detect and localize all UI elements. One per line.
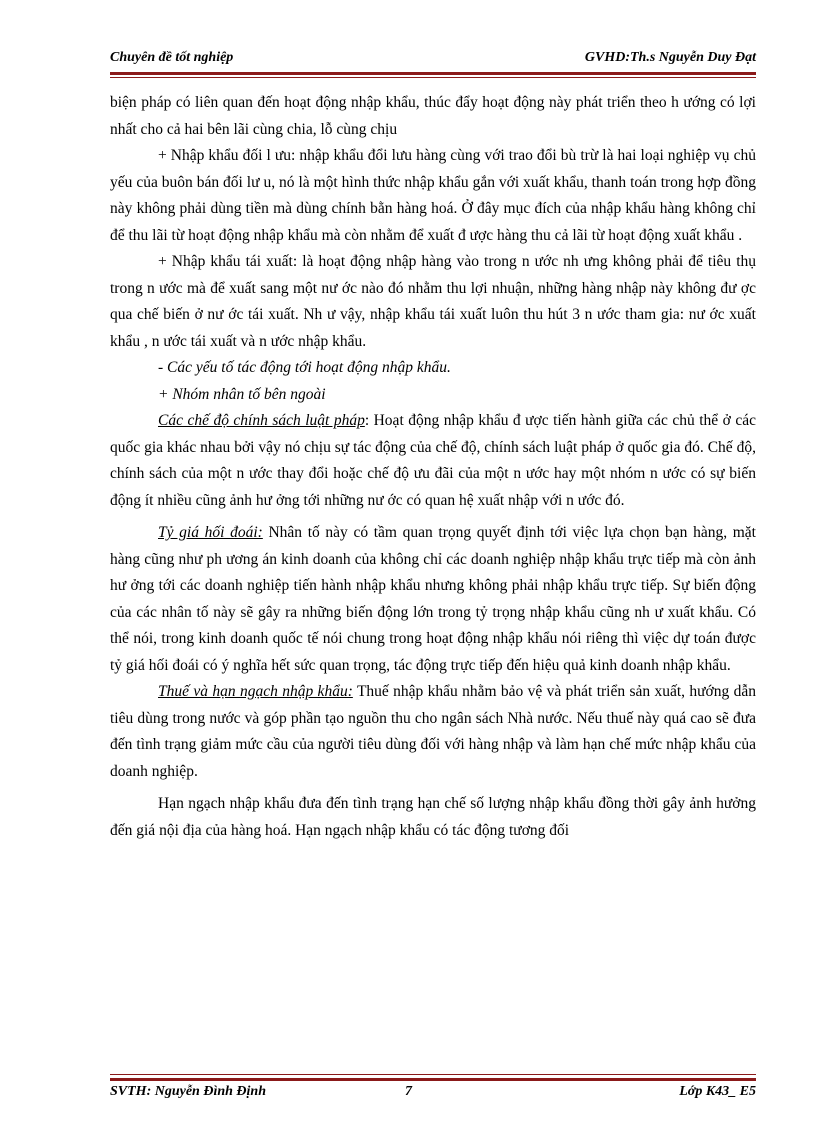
paragraph-tax-quota-text: Thuế nhập khẩu nhằm bảo vệ và phát triển sản xuất, hướng dẫn tiêu dùng trong nước và góp phần tạo nguồn thu cho ngân sách Nhà nước. Nếu thuế này quá cao sẽ đưa đến tình trạng giảm mức cầu của người tiêu dùng đối với hàng nhập và làm hạn chế mức nhập khẩu của doanh nghiệp.	[110, 683, 756, 780]
paragraph-1: biện pháp có liên quan đến hoạt động nhập khẩu, thúc đẩy hoạt động này phát triển theo h ướng có lợi nhất cho cả hai bên lãi cùng chia, lỗ cùng chịu	[110, 94, 756, 138]
term-exchange-rate: Tỷ giá hối đoái:	[158, 524, 263, 541]
page-header	[110, 50, 756, 70]
paragraph-exchange-rate	[110, 520, 756, 679]
paragraph-3: + Nhập khẩu tái xuất: là hoạt động nhập hàng vào trong n ước nh ưng không phải để tiêu thụ trong n ước mà để xuất sang một nư ớc nào đó nhằm thu lợi nhuận, những hàng nhập này không đư ợc qua chế biến ở nư ớc tái xuất. Nh ư vậy, nhập khẩu tái xuất luôn thu hút 3 n ước tham gia: nư ớc xuất khẩu , n ước tái xuất và n ước nhập khẩu.	[110, 253, 756, 350]
footer-rule-thin	[110, 1074, 756, 1075]
term-tax-quota: Thuế và hạn ngạch nhập khẩu:	[158, 683, 353, 700]
header-rule-thin	[110, 77, 756, 78]
page-footer	[110, 1084, 756, 1104]
footer-rule-thick	[110, 1078, 756, 1081]
term-policy: Các chế độ chính sách luật pháp	[158, 412, 365, 429]
header-right-advisor: GVHD:Th.s Nguyễn Duy Đạt	[584, 50, 756, 65]
footer-student: SVTH: Nguyễn Đình Định	[110, 1084, 266, 1099]
page-number: 7	[405, 1084, 412, 1099]
header-rule-thick	[110, 72, 756, 75]
section-heading-factors: - Các yếu tố tác động tới hoạt động nhập khẩu.	[158, 359, 451, 376]
paragraph-exchange-rate-text: Nhân tố này có tầm quan trọng quyết định tới việc lựa chọn bạn hàng, mặt hàng cũng như ph ương án kinh doanh của không chỉ các doanh nghiệp nhập khẩu trực tiếp mà còn ảnh hư ởng tới các doanh nghiệp tiến hành nhập khẩu nhưng không phải nhập khẩu trực tiếp. Sự biến động của các nhân tố này sẽ gây ra những biến động lớn trong tỷ trọng nhập khẩu cũng nh ư xuất khẩu. Có thể nói, trong kinh doanh quốc tế nói chung trong hoạt động nhập khẩu nói riêng thì việc dự toán được tỷ giá hối đoái có ý nghĩa hết sức quan trọng, tác động trực tiếp đến hiệu quả kinh doanh nhập khẩu.	[110, 524, 756, 674]
paragraph-policy	[110, 408, 756, 514]
subheading-external-factors: + Nhóm nhân tố bên ngoài	[158, 385, 326, 403]
page-body	[110, 90, 756, 844]
paragraph-tax-quota	[110, 679, 756, 785]
paragraph-policy-text: : Hoạt động nhập khẩu đ ược tiến hành giữa các chủ thể ở các quốc gia khác nhau bởi vậy nó chịu sự tác động của chế độ, chính sách luật pháp ở quốc gia đó. Chế độ, chính sách của một n ước thay đổi hoặc chế độ ưu đãi của một n ước hay một nhóm n ước có sự biến động ít nhiều cũng ảnh hư ởng tới những nư ớc có quan hệ xuất nhập với n ước đó.	[110, 412, 756, 509]
header-left-title: Chuyên đề tốt nghiệp	[110, 50, 234, 65]
footer-class: Lớp K43_ E5	[679, 1084, 756, 1099]
paragraph-2: + Nhập khẩu đối l ưu: nhập khẩu đổi lưu hàng cùng với trao đổi bù trừ là hai loại nghiệp vụ chủ yếu của buôn bán đối lư u, nó là một hình thức nhập khẩu gắn với xuất khẩu, thanh toán trong hợp đồng này không phải dùng tiền mà dùng chính bằn hàng hoá. Ở đây mục đích của nhập khẩu hàng không chỉ để thu lãi từ hoạt động nhập khẩu mà còn nhằm để xuất đ ược hàng thu cả lãi từ hoạt động xuất khẩu .	[110, 147, 756, 244]
paragraph-quota: Hạn ngạch nhập khẩu đưa đến tình trạng hạn chế số lượng nhập khẩu đồng thời gây ảnh hưởng đến giá nội địa của hàng hoá. Hạn ngạch nhập khẩu có tác động tương đối	[110, 795, 756, 839]
